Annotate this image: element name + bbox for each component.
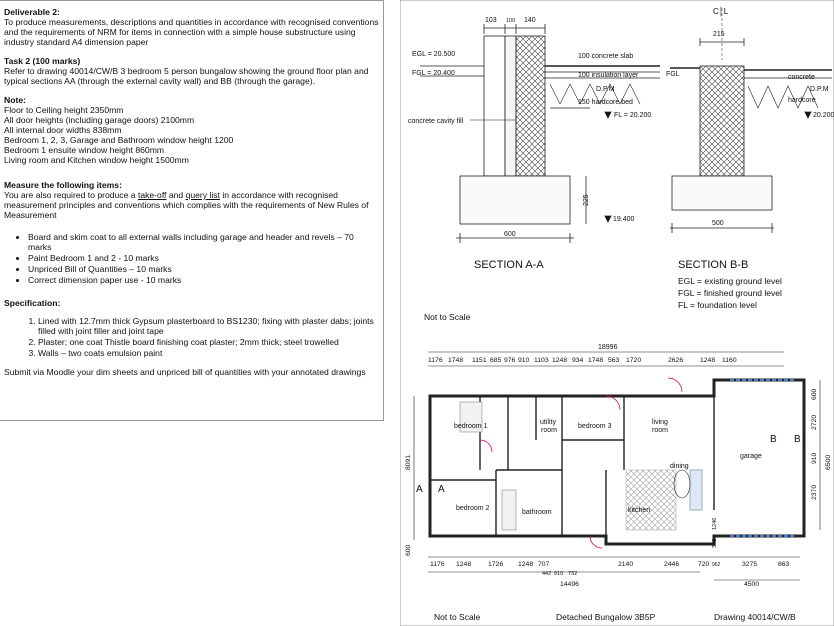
drawing-number: Drawing 40014/CW/B	[714, 612, 796, 622]
room-kitchen: kitchen	[628, 507, 651, 514]
plan-right-dim: 600	[811, 388, 818, 400]
plan-top-dim: 563	[608, 357, 620, 364]
plan-inner-dim: 343	[712, 538, 718, 548]
plan-top-dim: 1748	[448, 357, 464, 364]
note-item: Bedroom 1 ensuite window height 860mm	[4, 145, 165, 155]
legend-fl: FL = foundation level	[678, 300, 757, 310]
plan-top-dim: 1151	[472, 357, 487, 364]
plan-right-dim: 2370	[811, 484, 818, 500]
plan-left-dim-8091: 8091	[405, 454, 412, 470]
floor-plan	[414, 352, 820, 580]
aa-hardcore-label: 150 hardcore bed	[578, 99, 633, 106]
plan-bottom-dim: 863	[778, 561, 790, 568]
note-item: Bedroom 1, 2, 3, Garage and Bathroom window height 1200	[4, 135, 234, 145]
plan-top-dim: 1720	[626, 357, 642, 364]
section-mark-b-right: B	[794, 434, 801, 445]
plan-left-dim-600: 600	[405, 544, 412, 556]
spec-item: 3. Walls – two coats emulsion paint	[38, 348, 379, 358]
spec-list	[4, 316, 379, 358]
section-mark-a-left: A	[416, 484, 423, 495]
room-living-line2: room	[652, 427, 668, 434]
aa-fl-label: FL = 20.200	[614, 112, 652, 119]
plan-right-dim: 910	[811, 452, 818, 464]
brief-top-rule	[0, 0, 383, 7]
aa-slab-label: 100 concrete slab	[578, 53, 634, 60]
plan-top-dim: 1248	[700, 357, 716, 364]
plan-right-dim: 2720	[811, 414, 818, 430]
section-bb-labels	[666, 6, 834, 310]
room-utility-line2: room	[541, 427, 557, 434]
room-bedroom-2: bedroom 2	[456, 505, 490, 512]
plan-top-dim: 1176	[428, 357, 443, 364]
room-bathroom: bathroom	[522, 509, 552, 516]
legend-fgl: FGL = finished ground level	[678, 288, 782, 298]
note-item: All internal door widths 838mm	[4, 125, 122, 135]
room-bedroom-3: bedroom 3	[578, 423, 612, 430]
measure-item: • Board and skim coat to all external walls including garage and header and revels – 70 marks	[28, 232, 379, 252]
bb-level-label: 20.200	[813, 112, 834, 119]
measure-text: You are also required to produce a take-off and query list in accordance with recognised measurement principles and conventions which complies with the requirements of New Rules of Measurement	[4, 190, 369, 220]
plan-bottom-dim: 1248	[518, 561, 534, 568]
room-bedroom-1: bedroom 1	[454, 423, 488, 430]
spec-item: 2. Plaster; one coat Thistle board finishing coat plaster; 2mm thick; steel trowelled	[38, 337, 379, 347]
submit-text: Submit via Moodle your dim sheets and unpriced bill of quantities with your annotated drawings	[4, 367, 366, 377]
aa-egl: EGL = 20.500	[412, 51, 456, 58]
plan-bottom-small: 442	[542, 571, 552, 577]
room-living-line1: living	[652, 419, 668, 426]
aa-insulation-label: 100 insulation layer	[578, 72, 639, 79]
legend-egl: EGL = existing ground level	[678, 276, 782, 286]
measure-item: • Correct dimension paper use - 10 marks	[28, 275, 379, 285]
bb-centre-line: C│L	[713, 7, 729, 16]
plan-total-left: 14496	[560, 581, 579, 588]
room-dining: dining	[670, 463, 689, 470]
section-bb	[670, 8, 832, 233]
plan-bottom-dim: 2446	[664, 561, 680, 568]
plan-bottom-dim: 962	[712, 562, 721, 568]
plan-bottom-dim: 2140	[618, 561, 634, 568]
bb-foundation-width: 500	[712, 220, 724, 227]
plan-bottom-small: 732	[568, 571, 578, 577]
bb-dpm-label: D.P.M	[810, 86, 829, 93]
plan-total-right: 4500	[744, 581, 760, 588]
note-item: Floor to Ceiling height 2350mm	[4, 105, 124, 115]
plan-bottom-dim: 707	[538, 561, 550, 568]
task-text: Refer to drawing 40014/CW/B 3 bedroom 5 person bungalow showing the ground floor plan and typical sections AA (through the external cavity wall) and BB (through the garage).	[4, 66, 369, 86]
not-to-scale-plan: Not to Scale	[434, 612, 481, 622]
plan-bottom-dim: 1176	[430, 561, 445, 568]
plan-top-dim: 1248	[552, 357, 568, 364]
section-mark-a-right: A	[438, 484, 445, 495]
not-to-scale-sections: Not to Scale	[424, 312, 471, 322]
plan-top-dim: 976	[504, 357, 516, 364]
section-bb-title: SECTION B-B	[678, 259, 749, 271]
deliverable-title: Deliverable 2:	[4, 7, 60, 17]
aa-fgl: FGL = 20.400	[412, 70, 455, 77]
aa-dpm-label: D.P.M	[596, 86, 615, 93]
bb-concrete-label: concrete	[788, 74, 815, 81]
aa-dim-103: 103	[485, 17, 497, 24]
plan-inner-dim: 1246	[712, 517, 718, 530]
plan-top-dim: 1748	[588, 357, 604, 364]
room-utility-line1: utility	[540, 419, 556, 426]
plan-top-dim: 2626	[668, 357, 684, 364]
bb-wall-dim: 215	[713, 31, 725, 38]
measure-title: Measure the following items:	[4, 180, 122, 190]
task-title: Task 2 (100 marks)	[4, 56, 81, 66]
aa-foundation-width: 600	[504, 231, 516, 238]
aa-foundation-depth: 225	[583, 194, 590, 206]
deliverable-text: To produce measurements, descriptions and quantities in accordance with recognised conventions and the requirements of NRM for items in connection with a simple house substructure using industry standard A4 dimension paper	[4, 17, 379, 47]
query-list-link: query list	[185, 190, 220, 200]
spec-item: 1. Lined with 12.7mm thick Gypsum plasterboard to BS1230; fixing with plaster dabs; joints filled with joint filler and joint tape	[38, 316, 379, 336]
measure-items-list	[4, 232, 379, 285]
plan-overall-top: 18996	[598, 344, 618, 351]
aa-cavity-fill-label: concrete cavity fill	[408, 118, 464, 125]
plan-top-dim: 1103	[534, 357, 549, 364]
measure-item: • Unpriced Bill of Quantities – 10 marks	[28, 264, 379, 274]
assignment-brief	[0, 0, 384, 421]
spec-title: Specification:	[4, 298, 61, 308]
title-block	[434, 612, 796, 622]
section-aa-title: SECTION A-A	[474, 259, 544, 271]
room-garage: garage	[740, 453, 762, 460]
plan-bottom-dim: 1726	[488, 561, 504, 568]
plan-top-dim: 934	[572, 357, 584, 364]
bb-fgl: FGL	[666, 71, 680, 78]
plan-right-dim: 6500	[825, 454, 832, 470]
plan-top-dim: 685	[490, 357, 502, 364]
drawing-sheet	[400, 0, 834, 626]
aa-dim-100: 100	[506, 18, 516, 24]
aa-bottom-level: 19.400	[613, 216, 635, 223]
bb-hardcore-label: hardcore	[788, 97, 816, 104]
plan-top-dim: 1160	[722, 357, 737, 364]
plan-bottom-dim: 3275	[742, 561, 758, 568]
note-title: Note:	[4, 95, 26, 105]
plan-top-dim: 910	[518, 357, 530, 364]
measure-item: • Paint Bedroom 1 and 2 - 10 marks	[28, 253, 379, 263]
take-off-link: take-off	[137, 190, 167, 200]
plan-bottom-small: 910	[554, 571, 564, 577]
note-item: Living room and Kitchen window height 1500mm	[4, 155, 189, 165]
section-mark-b-left: B	[770, 434, 777, 445]
plan-bottom-dim: 720	[698, 561, 710, 568]
drawing-title: Detached Bungalow 3B5P	[556, 612, 656, 622]
note-item: All door heights (including garage doors) 2100mm	[4, 115, 195, 125]
plan-bottom-dim: 1248	[456, 561, 472, 568]
aa-dim-140: 140	[524, 17, 536, 24]
